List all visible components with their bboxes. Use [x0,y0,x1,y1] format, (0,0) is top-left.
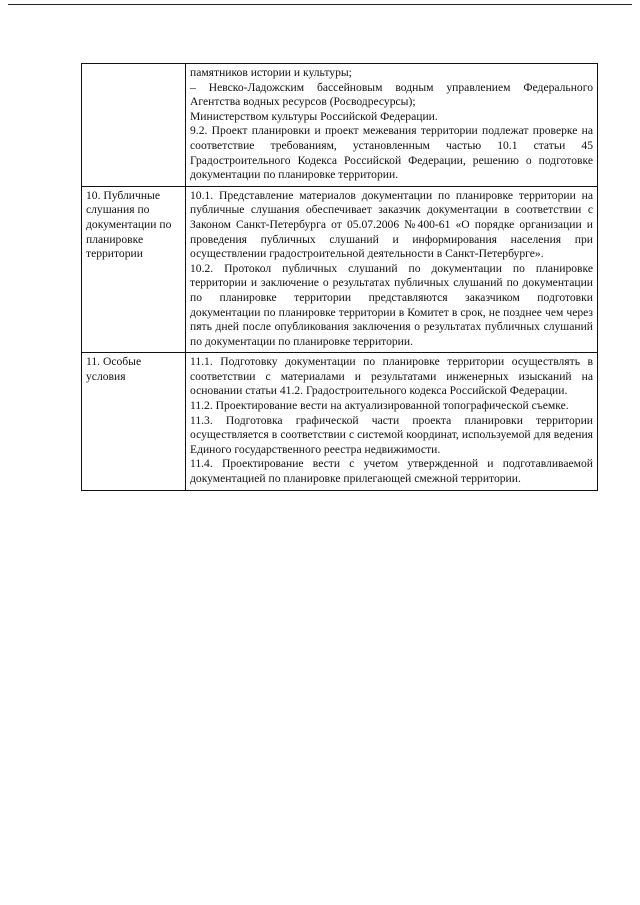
row-label: 10. Публичные слушания по документации по планировке территории [86,188,172,261]
table-row [82,64,598,187]
table-row [82,186,598,353]
row-label: 11. Особые условия [86,355,142,383]
row-content-cell [186,353,598,490]
paragraph: 10.2. Протокол публичных слушаний по документации по планировке территории и заключение о результатах публичных слушаний по документации по планировке территории представляются заказчиком подготовки документации по планировке территории в Комитет в срок, не позднее чем через пять дней после опубликования заключения о результатах публичных слушаний по документации по планировке территории. [190,261,593,348]
row-label-cell [82,353,186,490]
page-top-rule [8,4,632,5]
row-label-cell [82,186,186,353]
row-label-cell [82,64,186,187]
paragraph: 11.4. Проектирование вести с учетом утвержденной и подготавливаемой документацией по планировке прилегающей смежной территории. [190,457,593,486]
paragraph: Министерством культуры Российской Федерации. [190,109,438,123]
table-row [82,353,598,490]
requirements-table [81,63,598,491]
paragraph: 11.1. Подготовку документации по планировке территории осуществлять в соответствии с материалами и результатами инженерных изысканий на основании статьи 41.2. Градостроительного кодекса Российской Федерации. [190,355,593,398]
paragraph: 11.3. Подготовка графической части проекта планировки территории осуществляется в соответствии с системой координат, используемой для ведения Единого государственного реестра недвижимости. [190,413,593,456]
paragraph: 11.2. Проектирование вести на актуализированной топографической съемке. [190,399,569,413]
paragraph: – Невско-Ладожским бассейновым водным управлением Федерального Агентства водных ресурсов (Росводресурсы); [190,80,593,109]
paragraph: 10.1. Представление материалов документации по планировке территории на публичные слушания обеспечивает заказчик документации в соответствии с Законом Санкт-Петербурга от 05.07.2006 №400-61 «О порядке организации и проведения публичных слушаний и информирования населения при осуществлении градостроительной деятельности в Санкт-Петербурге». [190,188,593,261]
paragraph: памятников истории и культуры; [190,66,352,79]
row-content-cell [186,64,598,187]
row-content-cell [186,186,598,353]
paragraph: 9.2. Проект планировки и проект межевания территории подлежат проверке на соответствие требованиям, установленным частью 10.1 статьи 45 Градостроительного Кодекса Российской Федерации, решению о подготовке документации по планировке территории. [190,124,593,182]
